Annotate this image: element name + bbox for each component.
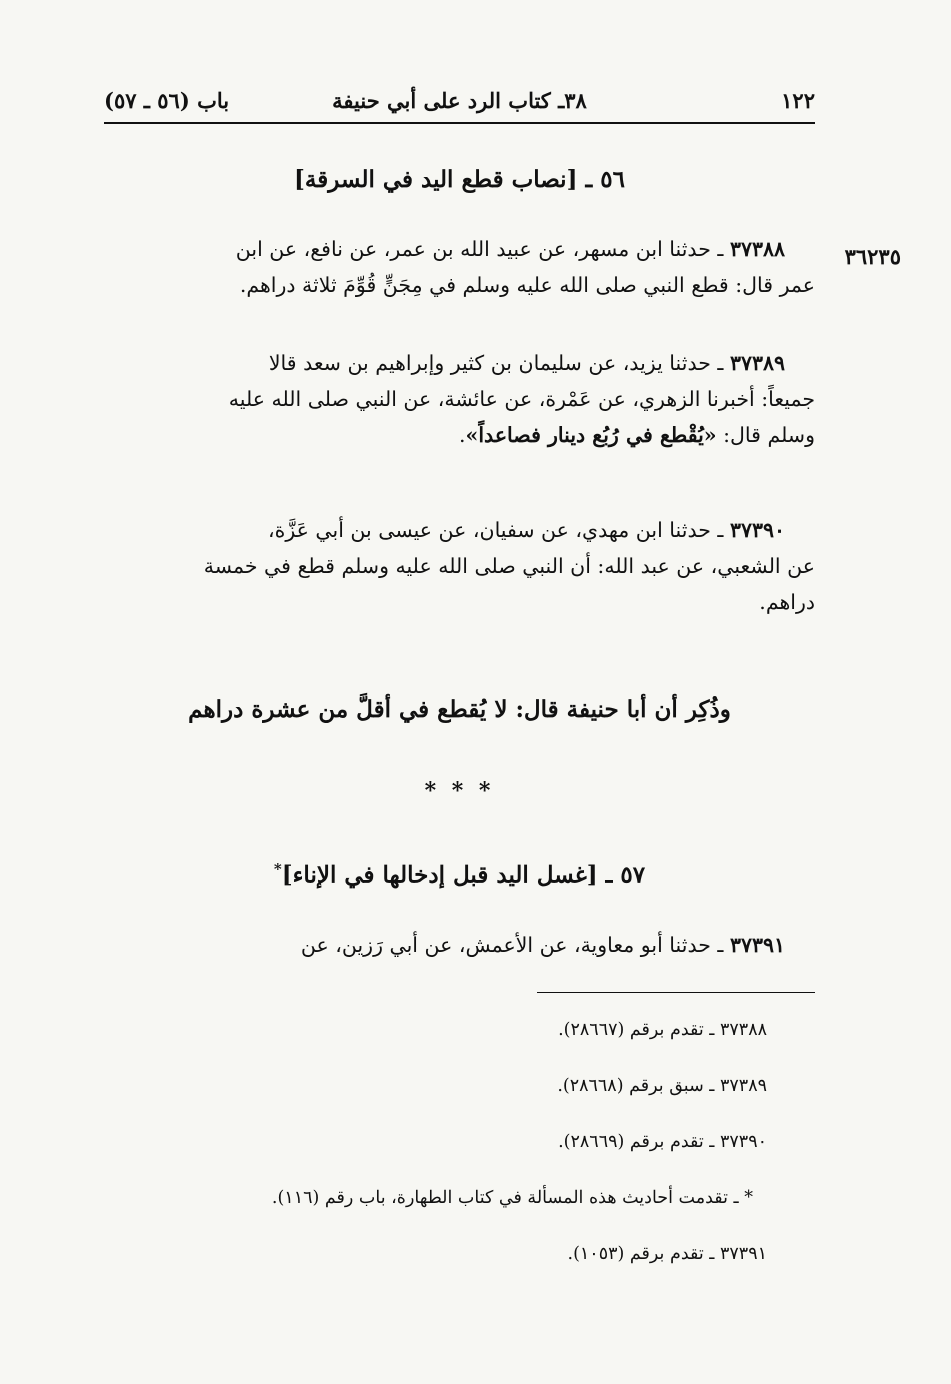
running-header bbox=[104, 86, 815, 124]
hadith-37390 bbox=[104, 513, 815, 621]
hadith-text: عمر قال: قطع النبي صلى الله عليه وسلم في مِجَنٍّ قُوِّمَ ثلاثة دراهم. bbox=[239, 272, 815, 297]
hadith-number: ٣٧٣٨٨ bbox=[729, 237, 785, 261]
prophetic-quote: «يُقْطع في رُبُع دينار فصاعداً» bbox=[465, 422, 717, 447]
hadith-text: ـ حدثنا يزيد، عن سليمان بن كثير وإبراهيم بن سعد قالا bbox=[268, 351, 724, 375]
footnote: ٣٧٣٩١ ـ تقدم برقم (١٠٥٣). bbox=[567, 1244, 767, 1264]
footnote: ٣٧٣٨٨ ـ تقدم برقم (٢٨٦٦٧). bbox=[558, 1020, 767, 1040]
hadith-text: وسلم قال: bbox=[716, 422, 815, 447]
abu-hanifa-statement: وذُكِر أن أبا حنيفة قال: لا يُقطع في أقلَّ من عشرة دراهم bbox=[188, 696, 731, 723]
section-heading-57: ٥٧ ـ [غسل اليد قبل إدخالها في الإناء]* bbox=[273, 860, 646, 889]
chapter-range: باب (٥٦ ـ ٥٧) bbox=[104, 88, 230, 113]
hadith-37391 bbox=[104, 928, 815, 964]
footnote-marker: * bbox=[273, 860, 282, 878]
hadith-number: ٣٧٣٨٩ bbox=[729, 351, 785, 375]
hadith-number: ٣٧٣٩١ bbox=[729, 933, 785, 957]
hadith-text: ـ حدثنا ابن مهدي، عن سفيان، عن عيسى بن أبي عَزَّة، bbox=[267, 518, 724, 542]
section-heading-56: ٥٦ ـ [نصاب قطع اليد في السرقة] bbox=[294, 166, 625, 193]
margin-reference-number: ٣٦٢٣٥ bbox=[844, 244, 901, 269]
hadith-text: ـ حدثنا أبو معاوية، عن الأعمش، عن أبي رَزين، عن bbox=[300, 933, 724, 957]
footnote-separator bbox=[537, 992, 815, 993]
hadith-text: ـ حدثنا ابن مسهر، عن عبيد الله بن عمر، عن نافع، عن ابن bbox=[235, 237, 724, 261]
hadith-text: عن الشعبي، عن عبد الله: أن النبي صلى الله عليه وسلم قطع في خمسة bbox=[203, 553, 815, 578]
hadith-37389: ٣٧٣٨٩ ـ حدثنا يزيد، عن سليمان بن كثير وإبراهيم بن سعد قالا جميعاً: أخبرنا الزهري، عن عَمْرة، عن عائشة، عن النبي صلى الله عليه وسلم قال: «يُقْطع في رُبُع دينار فصاعداً». bbox=[104, 346, 815, 454]
page-number: ١٢٢ bbox=[781, 88, 815, 113]
footnote: * ـ تقدمت أحاديث هذه المسألة في كتاب الطهارة، باب رقم (١١٦). bbox=[271, 1188, 753, 1208]
footnotes bbox=[104, 1010, 767, 1290]
section-divider-stars: * * * bbox=[424, 778, 495, 804]
book-title: ٣٨ـ كتاب الرد على أبي حنيفة bbox=[332, 88, 587, 113]
hadith-number: ٣٧٣٩٠ bbox=[729, 518, 785, 542]
hadith-37388 bbox=[104, 232, 815, 304]
footnote: ٣٧٣٨٩ ـ سبق برقم (٢٨٦٦٨). bbox=[557, 1076, 767, 1096]
footnote: ٣٧٣٩٠ ـ تقدم برقم (٢٨٦٦٩). bbox=[558, 1132, 767, 1152]
hadith-text: دراهم. bbox=[759, 589, 815, 614]
hadith-text: جميعاً: أخبرنا الزهري، عن عَمْرة، عن عائشة، عن النبي صلى الله عليه bbox=[228, 386, 815, 411]
